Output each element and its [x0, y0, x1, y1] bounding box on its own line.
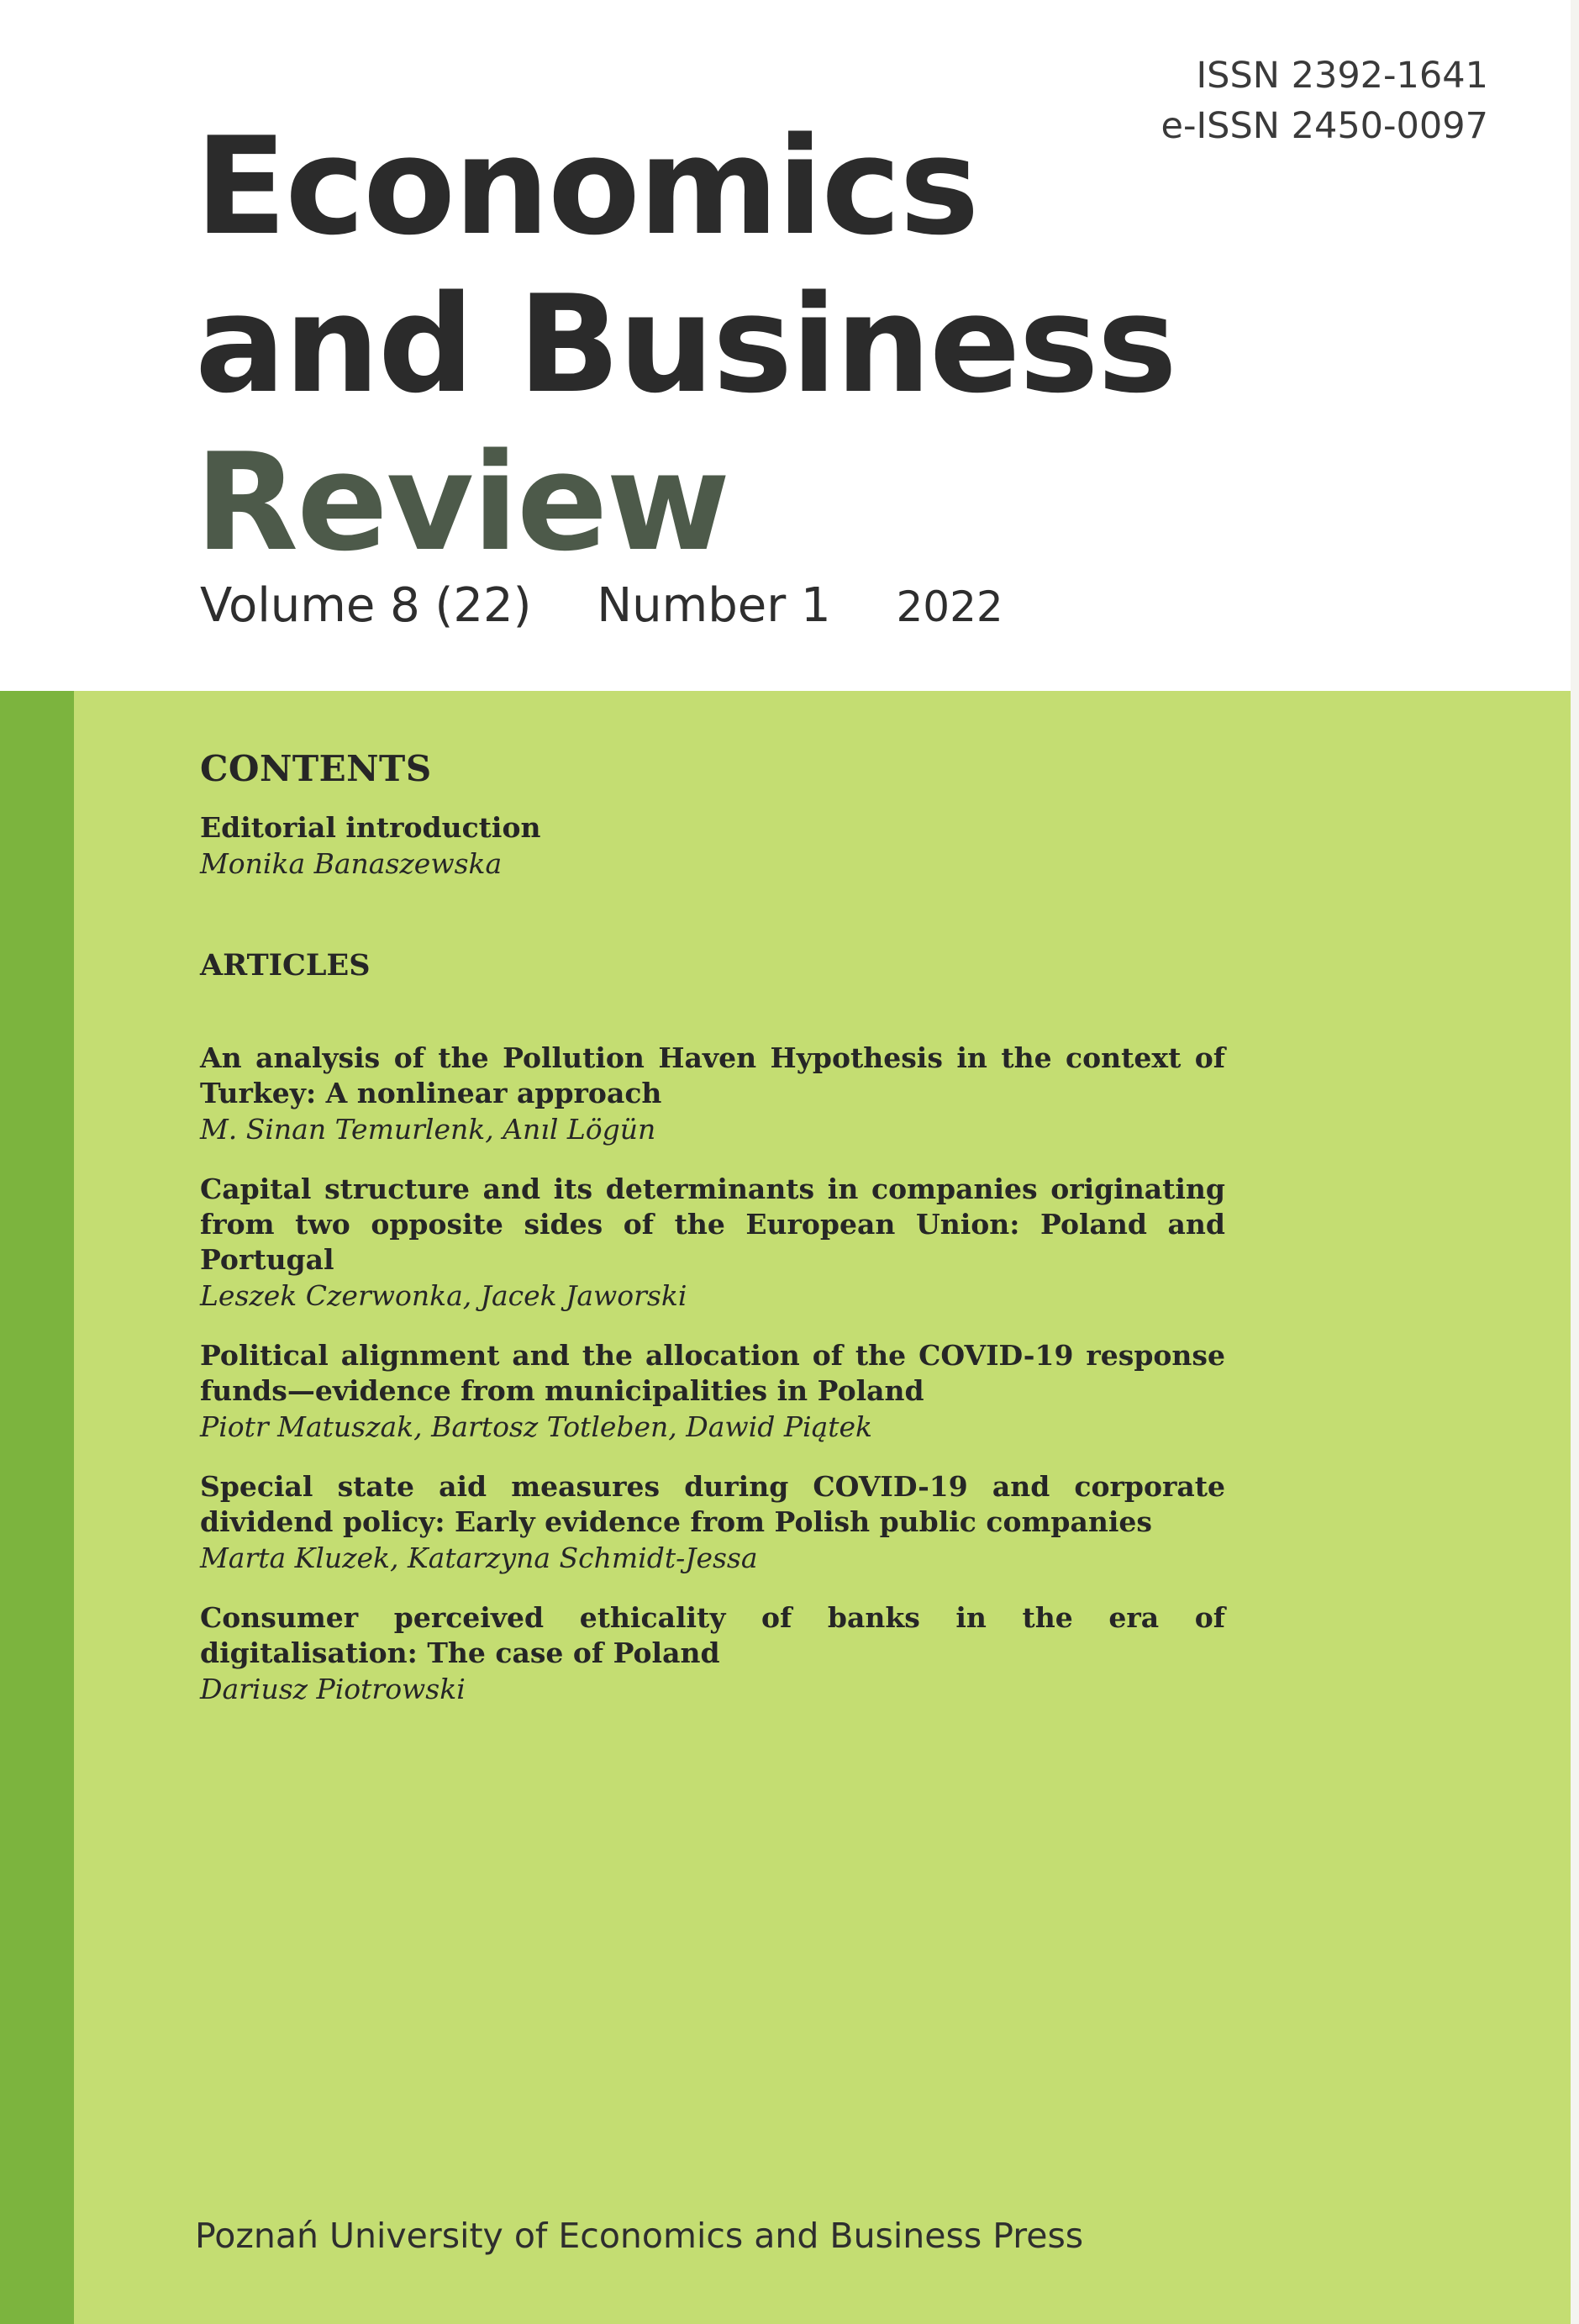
title-line-3: Review [195, 424, 729, 581]
article-authors: M. Sinan Temurlenk, Anıl Lögün [200, 1113, 656, 1146]
contents-heading: CONTENTS [200, 748, 432, 789]
article-entry [200, 1600, 1225, 1708]
issn: ISSN 2392-1641 [1196, 55, 1488, 97]
article-entry [200, 1338, 1225, 1446]
article-entry [200, 1172, 1225, 1315]
eissn: e-ISSN 2450-0097 [1161, 105, 1488, 147]
issn-block [1161, 50, 1488, 151]
article-title: Special state aid measures during COVID-19 and corporate dividend policy: Early evidence from Polish public companies [200, 1470, 1225, 1538]
article-entry [200, 1041, 1225, 1148]
page-edge [1571, 0, 1579, 2324]
article-title: Capital structure and its determinants in companies originating from two opposite sides of the European Union: Poland and Portugal [200, 1173, 1225, 1276]
article-authors: Dariusz Piotrowski [200, 1673, 466, 1705]
title-line-1: Economics [195, 108, 978, 265]
editorial-intro [200, 810, 1225, 883]
volume: Volume 8 (22) [200, 578, 532, 633]
publisher: Poznań University of Economics and Business Press [195, 2216, 1084, 2256]
intro-author: Monika Banaszewska [200, 847, 503, 880]
cover-left-stripe [0, 691, 74, 2324]
year: 2022 [896, 582, 1003, 631]
journal-title [195, 108, 1176, 582]
article-title: An analysis of the Pollution Haven Hypothesis in the context of Turkey: A nonlinear approach [200, 1041, 1225, 1109]
article-authors: Leszek Czerwonka, Jacek Jaworski [200, 1279, 687, 1312]
title-line-2: and Business [195, 266, 1176, 423]
article-authors: Marta Kluzek, Katarzyna Schmidt-Jessa [200, 1541, 758, 1574]
number: Number 1 [597, 578, 831, 633]
article-entry [200, 1469, 1225, 1577]
intro-title: Editorial introduction [200, 811, 541, 844]
articles-heading: ARTICLES [200, 948, 371, 983]
article-authors: Piotr Matuszak, Bartosz Totleben, Dawid Piątek [200, 1410, 873, 1443]
article-title: Consumer perceived ethicality of banks in the era of digitalisation: The case of Poland [200, 1601, 1225, 1669]
article-title: Political alignment and the allocation of the COVID-19 response funds—evidence from municipalities in Poland [200, 1339, 1225, 1407]
issue-info [200, 578, 1003, 635]
table-of-contents [200, 740, 1225, 1731]
